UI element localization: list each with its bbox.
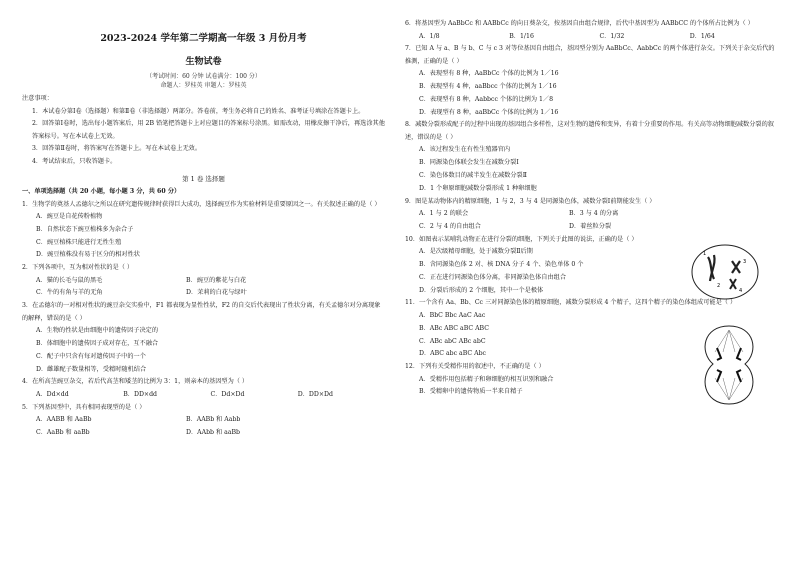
question-stem: 5．下列基因型中，具有相同表现型的是（ ） bbox=[22, 403, 146, 411]
option: B．同源染色体联会发生在减数分裂Ⅰ bbox=[419, 159, 519, 167]
option: B．ABc ABC aBC ABC bbox=[419, 324, 489, 332]
notes-heading: 注意事项： bbox=[22, 95, 53, 102]
option: D．着丝粒分裂 bbox=[569, 222, 612, 230]
option: B．表现型有 4 种，aaBbcc 个体的比例为 1／16 bbox=[419, 83, 557, 91]
cell-membrane bbox=[692, 245, 758, 299]
exam-info: （考试时间：60 分钟 试卷满分：100 分） bbox=[146, 73, 261, 80]
option-row bbox=[405, 221, 780, 234]
option: D．1 个卵原细胞减数分裂形成 1 种卵细胞 bbox=[419, 184, 537, 192]
option-row bbox=[405, 208, 780, 221]
option: D．DD×Dd bbox=[297, 390, 333, 398]
option: C．正在进行同源染色体分离，非同源染色体自由组合 bbox=[419, 273, 567, 281]
option: A．生物的性状是由细胞中的遗传因子决定的 bbox=[36, 327, 159, 335]
question-stem: 1．生物学的奠基人孟德尔之所以在研究遗传规律时获得巨大成功，选择豌豆作为实验材料是重要原因之一。有关叙述正确的是（ ） bbox=[22, 200, 381, 208]
option: A．BbC Bbc AaC Aac bbox=[419, 311, 486, 319]
section-title: 第 1 卷 选择题 bbox=[182, 175, 225, 183]
option: A．豌豆是自花传粉植物 bbox=[36, 213, 103, 220]
chromosome-label: 4 bbox=[739, 288, 743, 294]
option: A．表现型有 8 种，AaBbCc 个体的比例为 1／16 bbox=[419, 70, 559, 78]
option: B．3 与 4 的分离 bbox=[569, 210, 619, 218]
option-row bbox=[22, 275, 385, 288]
note-item: 2．回答第Ⅰ卷时，选出每小题答案后，用 2B 铅笔把答题卡上对应题目的答案标号涂黑。如需改动，用橡皮擦干净后，再选涂其他答案标号。写在本试卷上无效。 bbox=[32, 120, 385, 140]
chromosome-label: 2 bbox=[717, 283, 721, 289]
option: B．体细胞中的遗传因子成对存在，互不融合 bbox=[36, 340, 159, 348]
question-stem: 10．如图表示某哺乳动物正在进行分裂的细胞，下列关于此图的说法，正确的是（ ） bbox=[405, 235, 638, 243]
option: D．茉莉的白花与绿叶 bbox=[186, 289, 247, 297]
question-stem: 9．图是某动物体内的精原细胞，1 与 2，3 与 4 是同源染色体，减数分裂Ⅰ前期能发生（ ） bbox=[405, 197, 656, 205]
chromosome-label: 1 bbox=[703, 251, 707, 257]
question-stem: 11．一个含有 Aa、Bb、Cc 三对同源染色体的精原细胞，减数分裂形成 4 个精子，这四个精子的染色体组成可能是（ ） bbox=[405, 299, 737, 307]
option: D．分裂后形成的 2 个细胞，其中一个是极体 bbox=[419, 286, 544, 294]
option: D．表现型有 8 种，aaBbCc 个体的比例为 1／16 bbox=[419, 108, 559, 116]
option: B．自然状态下豌豆植株多为杂合子 bbox=[36, 225, 134, 233]
chromosome bbox=[737, 348, 741, 360]
exam-title: 2023-2024 学年第二学期高一年级 3 月份月考 bbox=[100, 33, 307, 44]
option: C．配子中只含有每对遗传因子中的一个 bbox=[36, 352, 146, 360]
option: A．猫的长毛与鼠的黑毛 bbox=[36, 276, 103, 284]
part-heading: 一、单项选择题（共 20 小题，每小题 3 分，共 60 分） bbox=[22, 188, 181, 195]
question-stem: 2．下列各项中，互为相对性状的是（ ） bbox=[22, 264, 134, 272]
question-stem: 12．下列有关受精作用的叙述中，不正确的是（ ） bbox=[405, 363, 545, 371]
option: C．Dd×Dd bbox=[210, 390, 245, 398]
chromosome-label: 3 bbox=[743, 259, 747, 265]
option: A．是次级精母细胞，处于减数分裂Ⅱ后期 bbox=[419, 248, 533, 256]
option: C．染色体数目的减半发生在减数分裂Ⅱ bbox=[419, 172, 527, 180]
question-stem: 4．在所高茎豌豆杂交，若后代高茎和矮茎的比例为 3：1，则亲本的基因型为（ ） bbox=[22, 378, 249, 386]
option: B．DD×dd bbox=[123, 390, 158, 398]
option: D．AAbb 和 aaBb bbox=[186, 429, 241, 437]
option: B．1/16 bbox=[509, 32, 534, 40]
chromosome bbox=[717, 370, 721, 382]
option: A．Dd×dd bbox=[36, 390, 69, 398]
option: C．ABc abC ABc abC bbox=[419, 337, 486, 345]
exam-authors: 命题人：罗桂英 审题人：罗桂英 bbox=[160, 82, 247, 89]
option: A．1/8 bbox=[419, 32, 440, 40]
chromosome bbox=[737, 370, 741, 382]
option-row bbox=[22, 389, 385, 402]
spindle-fibers bbox=[715, 330, 743, 400]
cell-membrane bbox=[705, 326, 753, 404]
exam-subject: 生物试卷 bbox=[185, 57, 222, 67]
option: C．2 与 4 的自由组合 bbox=[419, 222, 481, 230]
option-row bbox=[22, 427, 385, 440]
option: D．ABC abc aBC Abc bbox=[419, 350, 487, 358]
question-stem: 3．在孟德尔的一对相对性状的豌豆杂交实验中，F1 都表现为显性性状，F2 的自交后代表现出了性状分离，有关孟德尔对分离现象的解释，错误的是（ ） bbox=[22, 302, 381, 322]
option: C．牛的有角与羊的无角 bbox=[36, 289, 103, 297]
option: D．雌雄配子数量相等，受精时随机结合 bbox=[36, 365, 147, 373]
cell-figure-q9 bbox=[690, 243, 760, 301]
option: A．受精作用包括精子和卵细胞的相互识别和融合 bbox=[419, 375, 554, 383]
option: D．豌豆植株没有易于区分的相对性状 bbox=[36, 251, 140, 259]
question-stem: 6．将基因型为 AaBbCc 和 AABbCc 的向日葵杂交，按基因自由组合规律，后代中基因型为 AABbCC 的个体所占比例为（ ） bbox=[405, 20, 754, 27]
question-stem: 7．已知 A 与 a、B 与 b、C 与 c 3 对等位基因自由组合，基因型分别为 AaBbCc、AabbCc 的两个体进行杂交。下列关于杂交后代的推测，正确的是（ ） bbox=[405, 45, 775, 65]
option: A．1 与 2 的联会 bbox=[419, 210, 469, 218]
cell-figure-q10 bbox=[697, 322, 761, 408]
option: B．受精卵中的遗传物质一半来自精子 bbox=[419, 388, 523, 396]
option: C．豌豆植株只能进行无性生殖 bbox=[36, 238, 122, 246]
option: C．表现型有 8 种，Aabbcc 个体的比例为 1／8 bbox=[419, 95, 554, 103]
note-item: 4．考试结束后，只收答题卡。 bbox=[32, 157, 117, 165]
option-row bbox=[22, 287, 385, 300]
note-item: 3．回答第Ⅱ卷时，将答案写在答题卡上。写在本试卷上无效。 bbox=[32, 145, 202, 152]
option: B．AABb 和 Aabb bbox=[186, 416, 241, 424]
note-item: 1．本试卷分第Ⅰ卷（选择题）和第Ⅱ卷（非选择题）两部分。答卷前，考生务必将自己的姓名、准考证号填涂在答题卡上。 bbox=[32, 107, 365, 115]
option: C．1/32 bbox=[599, 32, 625, 40]
option: A．该过程发生在有性生殖器官内 bbox=[419, 146, 511, 154]
option: A．AABB 和 AaBb bbox=[36, 416, 92, 424]
option: B．豌豆的紫花与白花 bbox=[186, 276, 247, 284]
option: D．1/64 bbox=[689, 32, 715, 40]
question-stem: 8．减数分裂形成配子的过程中出现的基因组合多样性，这对生物的遗传和变异，有着十分重要的作用。有关高等动物细胞减数分裂的叙述，错误的是（ ） bbox=[405, 121, 774, 141]
option-row bbox=[22, 414, 385, 427]
option: C．AaBb 和 aaBb bbox=[36, 429, 90, 437]
chromosome bbox=[717, 348, 721, 360]
option-row bbox=[405, 31, 780, 44]
option: B．含同源染色体 2 对、核 DNA 分子 4 个、染色单体 0 个 bbox=[419, 261, 584, 269]
